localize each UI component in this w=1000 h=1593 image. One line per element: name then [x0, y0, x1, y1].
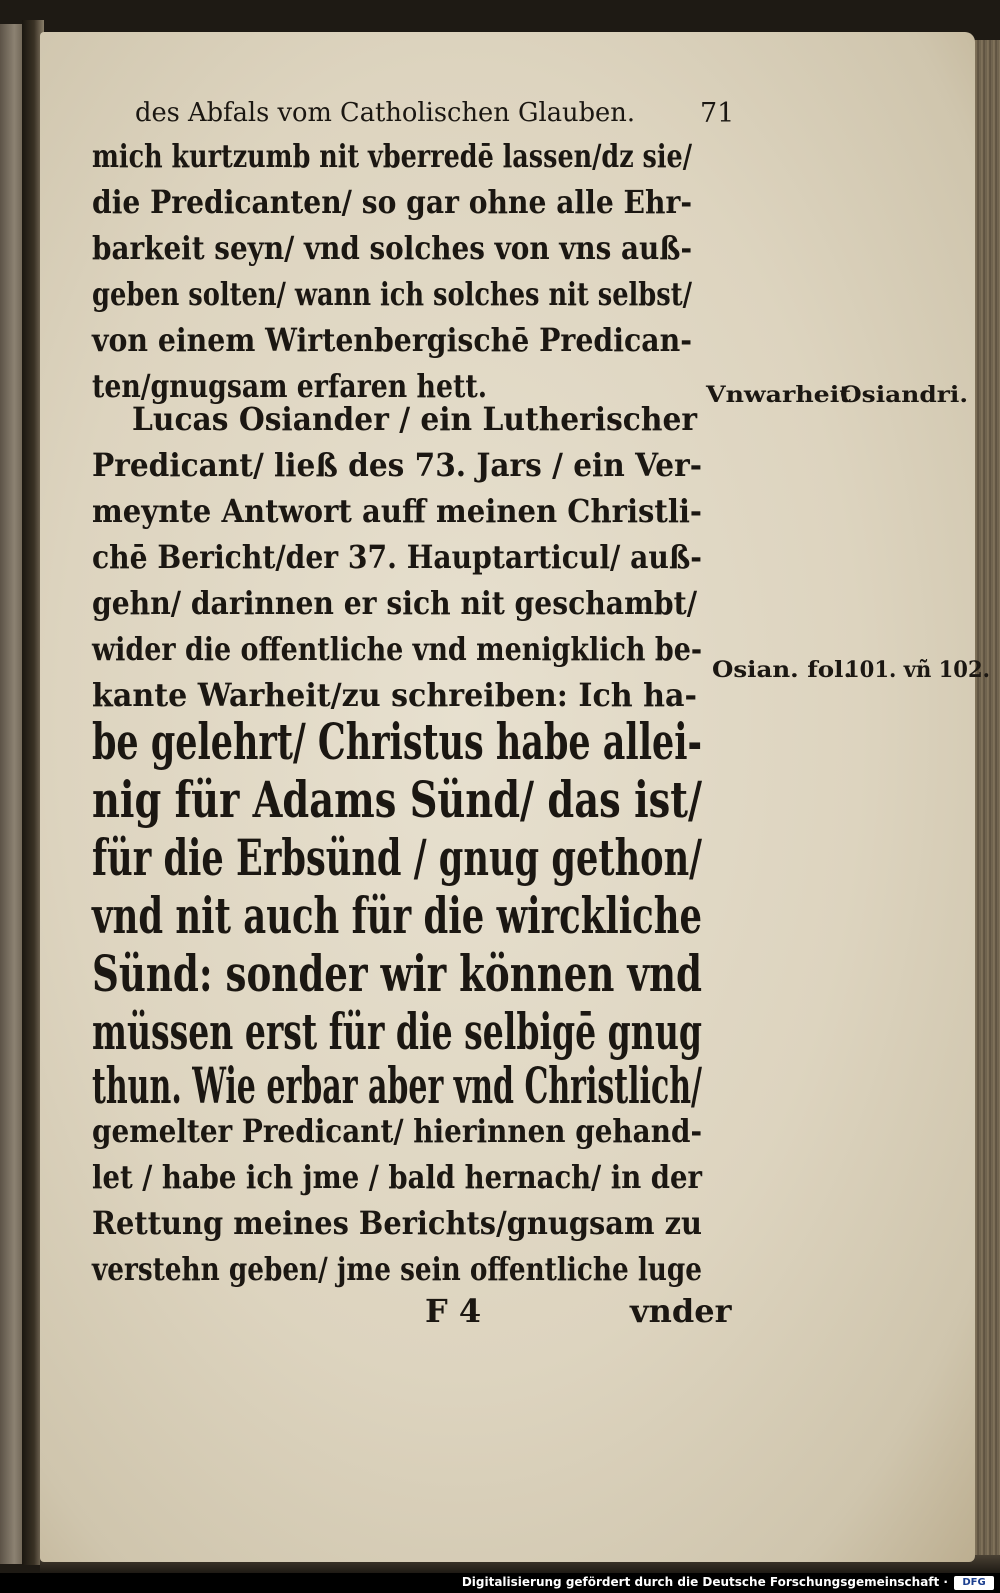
- body-line: mich kurtzumb nit vberredē lassen/dz sie/: [92, 137, 692, 175]
- catchword: vnder: [630, 1292, 732, 1330]
- body-line: kante Warheit/zu schreiben: Ich ha-: [92, 676, 697, 714]
- body-line: Sünd: sonder wir können vnd: [92, 944, 702, 1003]
- body-line: let / habe ich jme / bald hernach/ in der: [92, 1158, 702, 1196]
- running-head: des Abfals vom Catholischen Glauben.: [135, 98, 635, 128]
- body-line: meynte Antwort auff meinen Christli-: [92, 492, 702, 530]
- body-line-tail: thun. Wie erbar aber vnd Christlich/: [92, 1056, 702, 1115]
- body-line: die Predicanten/ so gar ohne alle Ehr-: [92, 183, 692, 221]
- body-line: wider die offentliche vnd menigklich be-: [92, 630, 702, 668]
- body-line: ten/gnugsam erfaren hett.: [92, 367, 487, 405]
- footer-bar: [0, 1573, 1000, 1593]
- body-line: Predicant/ ließ des 73. Jars / ein Ver-: [92, 446, 702, 484]
- body-line: chē Bericht/der 37. Hauptarticul/ auß-: [92, 538, 702, 576]
- body-line: müssen erst für die selbigē gnug: [92, 1002, 702, 1061]
- body-line: für die Erbsünd / gnug gethon/: [92, 828, 702, 887]
- body-line: vnd nit auch für die wirckliche: [92, 886, 702, 945]
- dfg-logo: [954, 1576, 994, 1590]
- dfg-logo-text: DFG: [962, 1577, 986, 1588]
- signature-mark: F 4: [425, 1292, 482, 1330]
- body-line: Lucas Osiander / ein Lutherischer: [132, 400, 697, 438]
- body-line: gemelter Predicant/ hierinnen gehand-: [92, 1112, 702, 1150]
- body-line: von einem Wirtenbergischē Predican-: [92, 321, 692, 359]
- body-line: nig für Adams Sünd/ das ist/: [92, 770, 702, 829]
- body-line: barkeit seyn/ vnd solches von vns auß-: [92, 229, 692, 267]
- marginal-note-line: Osian. fol.: [712, 657, 852, 683]
- body-line: verstehn geben/ jme sein offentliche luge: [92, 1250, 702, 1288]
- marginal-note: [712, 657, 997, 684]
- marginal-note-line: Osiandri.: [840, 382, 969, 408]
- marginal-note: [706, 382, 969, 409]
- left-page-edge: [0, 24, 24, 1564]
- body-line: geben solten/ wann ich solches nit selbst/: [92, 275, 692, 313]
- marginal-note-line: Vnwarheit: [706, 382, 851, 408]
- body-line: be gelehrt/ Christus habe allei-: [92, 712, 702, 771]
- marginal-note-line: 101. vñ 102.: [845, 657, 991, 683]
- footer-credit: Digitalisierung gefördert durch die Deutsche Forschungsgemeinschaft ·: [461, 1575, 948, 1589]
- page-number: 71: [700, 98, 735, 129]
- body-line: Rettung meines Berichts/gnugsam zu: [92, 1204, 702, 1242]
- body-line-mixed: [92, 1056, 1000, 1115]
- body-line: gehn/ darinnen er sich nit geschambt/: [92, 584, 697, 622]
